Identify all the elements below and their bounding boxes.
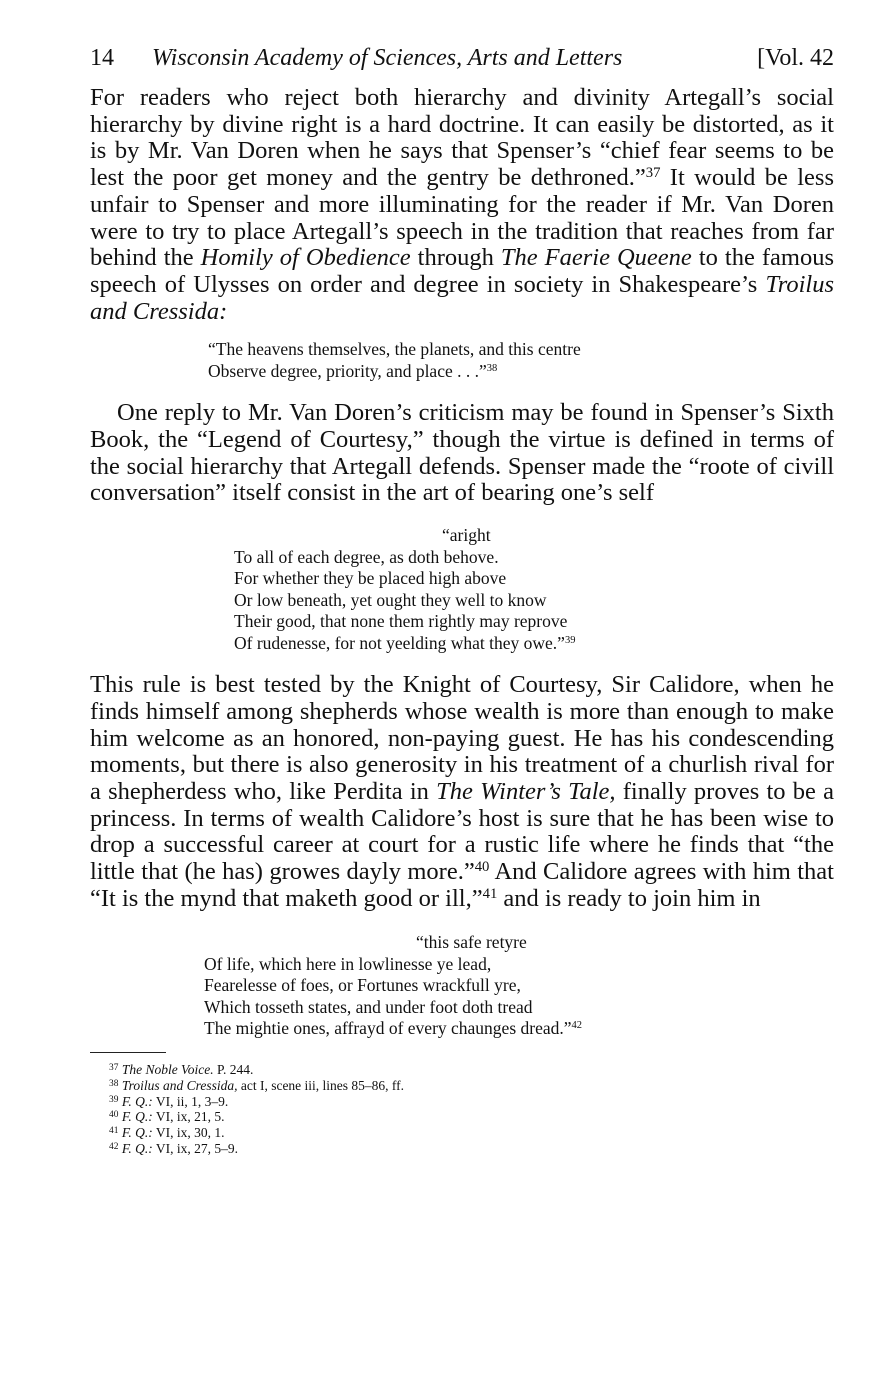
running-header <box>90 45 834 85</box>
footnote-ref-40: 40 <box>474 858 490 875</box>
paragraph-1: For readers who reject both hierarchy and divinity Artegall’s social hierarchy by divine right is a hard doctrine. It can easily be distorted, as it is by Mr. Van Doren when he says that Spenser’s “chief fear seems to be lest the poor get money and the gentry be dethroned.”$^{37}$ It would be less unfair to Spenser and more illuminating for the reader if Mr. Van Doren were to try to place Artegall’s speech in the tradition that reaches from far behind the Homily of Obedience through The Faerie Queene to the famous speech of Ulysses on order and degree in society in Shakespeare’s Troilus and Cressida: <box>90 84 834 325</box>
footnote-separator <box>90 1052 166 1053</box>
footnote: $^{39}$ F. Q.: VI, ii, 1, 3–9. <box>109 1093 229 1109</box>
footnote-ref-39: 39 <box>564 634 576 646</box>
footnote-ref-42: 42 <box>571 1020 583 1032</box>
journal-title: Wisconsin Academy of Sciences, Arts and Letters <box>152 45 623 71</box>
footnote: $^{40}$ F. Q.: VI, ix, 21, 5. <box>109 1109 225 1125</box>
volume-label: [Vol. 42 <box>757 45 834 71</box>
block-quote-retyre: “this safe retyre Of life, which here in lowlinesse ye lead, Fearelesse of foes, or Fortunes wrackfull yre, Which tosseth states, and under foot doth tread The mightie ones, affrayd of every chaunges dread.”$^{42}$ <box>204 932 583 1039</box>
footnote-ref-41: 41 <box>482 885 498 902</box>
footnote: $^{37}$ The Noble Voice. P. 244. <box>109 1061 254 1077</box>
block-quote-courtesy: “aright To all of each degree, as doth behove. For whether they be placed high above Or low beneath, yet ought they well to know Their good, that none them rightly may reprove Of rudenesse, for not yeelding what they owe.”$^{39}$ <box>234 525 576 653</box>
page-number: 14 <box>90 45 114 71</box>
footnote-ref-37: 37 <box>645 165 661 182</box>
footnotes <box>90 1062 834 1157</box>
footnote: $^{38}$ Troilus and Cressida, act I, scene iii, lines 85–86, ff. <box>109 1077 405 1093</box>
paragraph-3: This rule is best tested by the Knight of Courtesy, Sir Calidore, when he finds himself among shepherds whose wealth is more than enough to make him welcome as an honored, non-paying guest. He has his condescending moments, but there is also generosity in his treatment of a churlish rival for a shepherdess who, like Perdita in The Winter’s Tale, finally proves to be a princess. In terms of wealth Calidore’s host is sure that he has been wise to drop a successful career at court for a rustic life where he finds that “the little that (he has) growes dayly more.”$^{40}$ And Calidore agrees with him that “It is the mynd that maketh good or ill,”$^{41}$ and is ready to join him in <box>90 671 834 912</box>
footnote: $^{42}$ F. Q.: VI, ix, 27, 5–9. <box>109 1140 238 1156</box>
book-page <box>90 45 834 1157</box>
block-quote-shakespeare: “The heavens themselves, the planets, and this centre Observe degree, priority, and place . . .”$^{38}$ <box>208 339 581 381</box>
footnote-ref-38: 38 <box>486 363 498 375</box>
paragraph-2: One reply to Mr. Van Doren’s criticism may be found in Spenser’s Sixth Book, the “Legend of Courtesy,” though the virtue is defined in terms of the social hierarchy that Artegall defends. Spenser made the “roote of civill conversation” itself consist in the art of bearing one’s self <box>90 399 834 507</box>
footnote: $^{41}$ F. Q.: VI, ix, 30, 1. <box>109 1125 225 1141</box>
